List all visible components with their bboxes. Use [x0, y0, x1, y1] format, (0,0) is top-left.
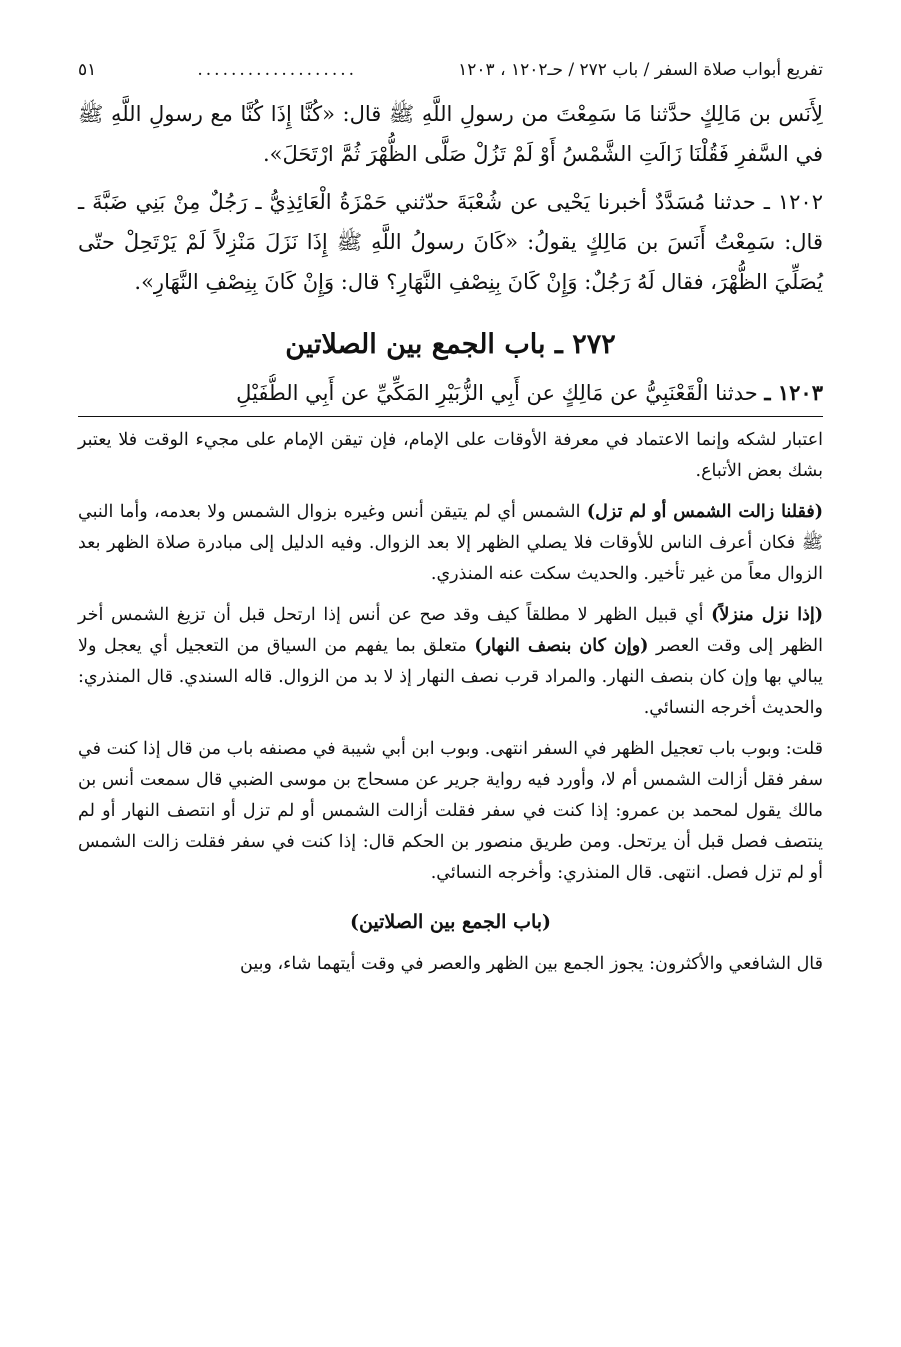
- hadith-1203-opening: [78, 374, 823, 412]
- commentary-paragraph-2: [78, 497, 823, 590]
- chapter-heading: ٢٧٢ ـ باب الجمع بين الصلاتين: [285, 329, 616, 360]
- commentary-paragraph-3: [78, 600, 823, 724]
- commentary-paragraph-5: قال الشافعي والأكثرون: يجوز الجمع بين الظهر والعصر في وقت أيتهما شاء، وبين: [240, 954, 823, 974]
- hadith-1201-continuation: لِأَنَس بن مَالِكٍ حدَّثنا مَا سَمِعْتَ من رسولِ اللَّهِ ﷺ قال: «كُنَّا إِذَا كُنَّا مع رسولِ اللَّهِ ﷺ في السَّفرِ فَقُلْنَا زَالَتِ الشَّمْسُ أَوْ لَمْ تَزُلْ صَلَّى الظُّهْرَ ثُمَّ ارْتَحَلَ».: [78, 102, 823, 166]
- commentary-text: الشمس أي لم يتيقن أنس وغيره بزوال الشمس ولا بعدمه، وأما النبي ﷺ فكان أعرف الناس للأوقات فلا يصلي الظهر إلا بعد الزوال. وفيه الدليل إلى مبادرة صلاة الظهر بعد الزوال معاً من غير تأخير. والحديث سكت عنه المنذري.: [78, 502, 823, 584]
- commentary-lemma: (وإن كان بنصف النهار): [474, 636, 649, 656]
- hadith-1202: ١٢٠٢ ـ حدثنا مُسَدَّدٌ أخبرنا يَحْيى عن شُعْبَةَ حدّثني حَمْزَةُ الْعَائِذِيُّ ـ رَجُلٌ مِنْ بَنِي ضَبَّةَ ـ قال: سَمِعْتُ أَنَسَ بن مَالِكٍ يقولُ: «كَانَ رسولُ اللَّهِ ﷺ إِذَا نَزَلَ مَنْزِلاً لَمْ يَرْتَحِلْ حتّى يُصَلِّيَ الظُّهْرَ، فقال لَهُ رَجُلٌ: وَإِنْ كَانَ بِنِصْفِ النَّهَارِ؟ قال: وَإِنْ كَانَ بِنِصْفِ النَّهَارِ».: [78, 190, 823, 294]
- commentary-divider: [78, 416, 823, 417]
- commentary-lemma: (فقلنا زالت الشمس أو لم تزل): [586, 502, 823, 522]
- commentary-text: أي قبيل الظهر لا مطلقاً كيف وقد صح عن أنس إذا ارتحل قبل أن تزيغ الشمس أخر الظهر إلى وقت العصر: [78, 605, 823, 656]
- commentary-paragraph-4: قلت: وبوب باب تعجيل الظهر في السفر انتهى. وبوب ابن أبي شيبة في مصنفه باب من قال إذا كنت في سفر فقل أزالت الشمس أم لا، وأورد فيه رواية جرير عن مسحاج بن موسى الضبي قال سمعت أنس بن مالك يقول لمحمد بن عمرو: إذا كنت في سفر فقلت أزالت الشمس أو لم تزل أو انتصف النهار أو لم ينتصف فصل قبل أن يرتحل. ومن طريق منصور بن الحكم قال: إذا كنت في سفر فقلت زالت الشمس أو لم تزل فصل. انتهى. قال المنذري: وأخرجه النسائي.: [78, 739, 823, 883]
- hadith-number: ١٢٠٣ ـ: [764, 380, 823, 405]
- commentary-paragraph-1: اعتبار لشكه وإنما الاعتماد في معرفة الأوقات على الإمام، فإن تيقن الإمام على مجيء الوقت فلا يعتبر بشك بعض الأتباع.: [78, 430, 823, 481]
- commentary-section: [78, 425, 823, 980]
- running-header-title: تفريع أبواب صلاة السفر / باب ٢٧٢ / حـ١٢٠٢ ، ١٢٠٣: [458, 60, 823, 80]
- running-header-leader-dots: ...................: [197, 60, 358, 80]
- main-hadith-text: [78, 94, 823, 302]
- page-number: ٥١: [78, 60, 97, 80]
- commentary-text: متعلق بما يفهم من السياق من التعجيل أي يعجل ولا يبالي بها وإن كان بنصف النهار. والمراد قرب نصف النهار إذ لا بد من الزوال. قاله السندي. قال المنذري: والحديث أخرجه النسائي.: [78, 636, 823, 718]
- commentary-lemma: (إذا نزل منزلاً): [711, 605, 824, 625]
- hadith-1203-text: حدثنا الْقَعْنَبِيُّ عن مَالِكٍ عن أَبِي الزُّبَيْرِ المَكِّيِّ عن أَبِي الطُّفَيْلِ: [236, 381, 758, 405]
- running-header: [78, 56, 823, 84]
- book-page: [78, 56, 823, 1307]
- commentary-sub-heading: (باب الجمع بين الصلاتين): [349, 911, 552, 933]
